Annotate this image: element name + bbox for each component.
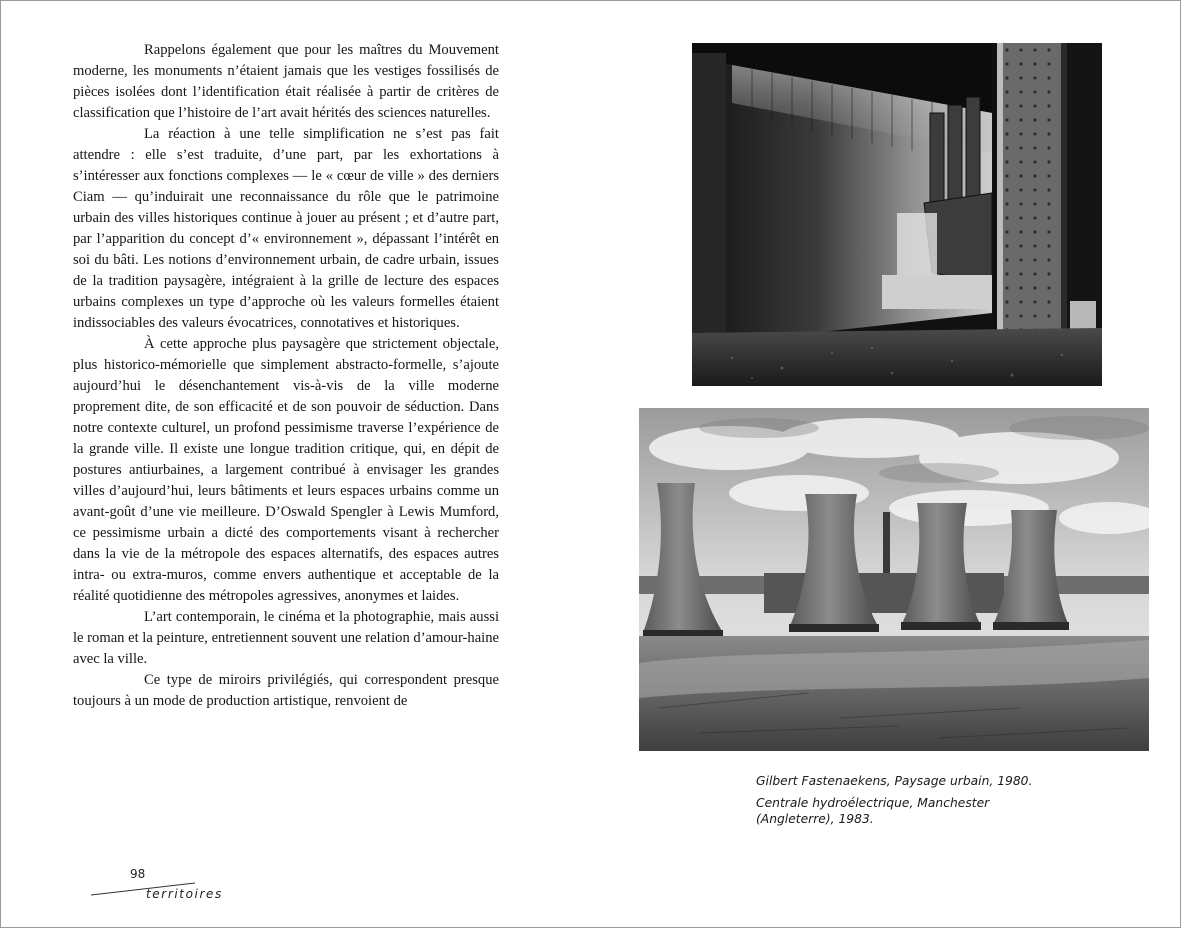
caption-second: Centrale hydroélectrique, Manchester (Angleterre), 1983. (756, 796, 990, 826)
section-label: territoires (146, 887, 223, 901)
cooling-towers-photo (639, 408, 1149, 751)
paragraph: L’art contemporain, le cinéma et la photographie, mais aussi le roman et la peinture, entretiennent souvent une relation d’amour-haine avec la ville. (73, 609, 500, 667)
body-text (73, 40, 499, 712)
paragraph: Ce type de miroirs privilégiés, qui correspondent presque toujours à un mode de production artistique, renvoient de (73, 672, 499, 709)
paragraph: À cette approche plus paysagère que strictement objectale, plus historico-mémorielle que simplement abstracto-formelle, s’ajoute aujourd’hui le désenchantement vis-à-vis de la ville moderne proprement dite, de son efficacité et de son pouvoir de séduction. Dans notre contexte culturel, un profond pessimisme traverse l’expérience de la grande ville. Il existe une longue tradition critique, qui, en dépit de postures antiurbaines, a largement contribué à envisager les grandes villes d’aujourd’hui, leurs bâtiments et leurs espaces urbains comme un avant-goût d’une vie meilleure. D’Oswald Spengler à Lewis Mumford, ce pessimisme urbain a dicté des comportements visant à rechercher dans la vie de la métropole des espaces alternatifs, des espaces autres intra- ou extra-muros, comme envers authentique et acceptable de la réalité quotidienne des métropoles agressives, anonymes et laides. (73, 336, 499, 604)
page-folio (89, 867, 229, 907)
photo-captions (756, 773, 1056, 833)
caption-first: Gilbert Fastenaekens, Paysage urbain, 1980. (756, 774, 1033, 788)
paragraph: Rappelons également que pour les maîtres du Mouvement moderne, les monuments n’étaient jamais que les vestiges fossilisés de pièces isolées dont l’identification était réalisée à partir de critères de classification que l’histoire de l’art avait hérités des sciences naturelles. (73, 42, 499, 121)
page-number: 98 (130, 867, 146, 881)
industrial-interior-photo (692, 43, 1102, 386)
paragraph: La réaction à une telle simplification ne s’est pas fait attendre : elle s’est traduite, d’une part, par les exhortations à s’intéresser aux fonctions complexes — le « cœur de ville » des derniers Ciam — qu’induirait une reconnaissance du rôle que le patrimoine urbain des villes historiques continue à jouer au présent ; et d’autre part, par l’apparition du concept d’« environnement », dépassant l’intérêt en soi du bâti. Les notions d’environnement urbain, de cadre urbain, issues de la tradition paysagère, intégraient à la grille de lecture des espaces urbains complexes un type d’approche où les valeurs formelles étaient indissociables des valeurs évocatrices, connotatives et historiques. (73, 126, 499, 331)
